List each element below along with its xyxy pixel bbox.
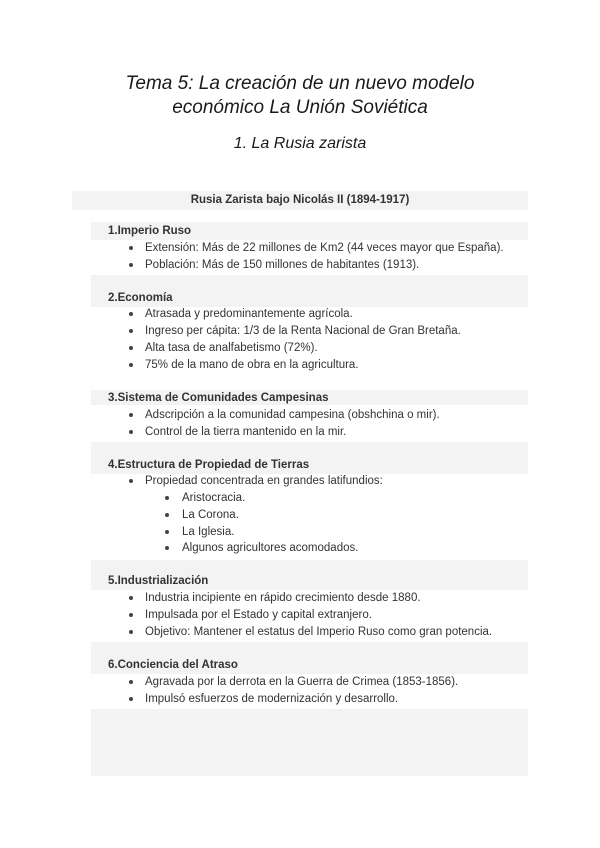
- list-item: 75% de la mano de obra en la agricultura.: [145, 357, 359, 374]
- section-title: 6.Conciencia del Atraso: [108, 659, 238, 671]
- sub-list-item: Algunos agricultores acomodados.: [182, 540, 358, 557]
- list-item: Propiedad concentrada en grandes latifundios:: [145, 473, 383, 490]
- section-subtitle: 1. La Rusia zarista: [233, 135, 367, 152]
- list-item: Objetivo: Mantener el estatus del Imperio Ruso como gran potencia.: [145, 624, 492, 641]
- list-item: Agravada por la derrota en la Guerra de Crimea (1853-1856).: [145, 674, 458, 691]
- section-band-empty: [91, 709, 528, 776]
- document-title-line-1: Tema 5: La creación de un nuevo modelo: [125, 73, 475, 94]
- section-title: 2.Economía: [108, 292, 173, 304]
- sub-list-item: Aristocracia.: [182, 490, 245, 507]
- list-item: Extensión: Más de 22 millones de Km2 (44 veces mayor que España).: [145, 240, 504, 257]
- sub-list-item: La Corona.: [182, 507, 239, 524]
- list-item: Impulsada por el Estado y capital extranjero.: [145, 607, 372, 624]
- list-item: Ingreso per cápita: 1/3 de la Renta Nacional de Gran Bretaña.: [145, 323, 461, 340]
- list-item: Atrasada y predominantemente agrícola.: [145, 306, 353, 323]
- section-title: 1.Imperio Ruso: [108, 225, 192, 237]
- list-item: Población: Más de 150 millones de habitantes (1913).: [145, 257, 419, 274]
- section-title: 5.Industrialización: [108, 575, 209, 587]
- table-header: Rusia Zarista bajo Nicolás II (1894-1917): [72, 191, 528, 210]
- list-item: Impulsó esfuerzos de modernización y desarrollo.: [145, 691, 398, 708]
- list-item: Industria incipiente en rápido crecimiento desde 1880.: [145, 590, 421, 607]
- sub-list-item: La Iglesia.: [182, 524, 234, 541]
- list-item: Alta tasa de analfabetismo (72%).: [145, 340, 318, 357]
- list-item: Control de la tierra mantenido en la mir.: [145, 424, 346, 441]
- list-item: Adscripción a la comunidad campesina (obshchina o mir).: [145, 407, 440, 424]
- section-title: 4.Estructura de Propiedad de Tierras: [108, 459, 310, 471]
- document-title-line-2: económico La Unión Soviética: [172, 97, 428, 118]
- section-title: 3.Sistema de Comunidades Campesinas: [108, 392, 329, 404]
